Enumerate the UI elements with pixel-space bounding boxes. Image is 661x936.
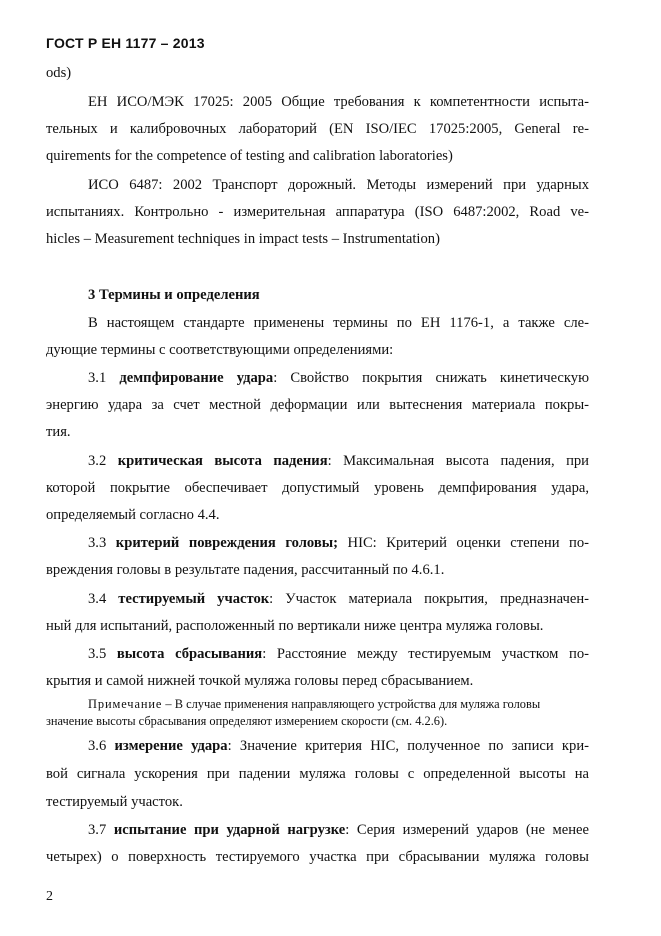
term-definition: : Участок материала покрытия, предназначен-	[269, 591, 589, 607]
term-name: высота сбрасывания	[116, 646, 263, 662]
note-text-line: значение высоты сбрасывания определяют измерением скорости (см. 4.2.6).	[46, 714, 448, 728]
term-name: демпфирование удара	[119, 370, 274, 386]
note	[88, 697, 589, 712]
term-number: 3.1	[88, 370, 120, 386]
paragraph-line: В настоящем стандарте применены термины по ЕН 1176-1, а также сле-	[88, 315, 589, 331]
term-number: 3.5	[88, 646, 117, 662]
term-definition: HIC: Критерий оценки степени по-	[338, 535, 590, 551]
term-definition: : Расстояние между тестируемым участком по-	[262, 646, 590, 662]
reference-line: quirements for the competence of testing and calibration laboratories)	[46, 148, 453, 164]
reference-line: тельных и калибровочных лабораторий (EN ISO/IEC 17025:2005, General re-	[46, 121, 589, 137]
paragraph-line: тия.	[46, 424, 71, 440]
term-name: испытание при ударной нагрузке	[113, 822, 346, 838]
reference-line: hicles – Measurement techniques in impact tests – Instrumentation)	[46, 231, 440, 247]
paragraph-line: энергию удара за счет местной деформации или вытеснения материала покры-	[46, 397, 589, 413]
paragraph-line: тестируемый участок.	[46, 794, 183, 810]
term-number: 3.7	[88, 822, 114, 838]
term-number: 3.6	[88, 738, 115, 754]
term-name: критерий повреждения головы;	[115, 535, 338, 551]
note-label: Примечание	[88, 697, 163, 711]
reference-line: ИСО 6487: 2002 Транспорт дорожный. Методы измерений при ударных	[88, 177, 589, 193]
reference-line: испытаниях. Контрольно - измерительная аппаратура (ISO 6487:2002, Road ve-	[46, 204, 589, 220]
note-text: – В случае применения направляющего устройства для муляжа головы	[162, 697, 541, 711]
term-3-6	[88, 737, 589, 755]
term-number: 3.3	[88, 535, 116, 551]
paragraph-line: которой покрытие обеспечивает допустимый уровень демпфирования удара,	[46, 480, 589, 496]
term-3-1	[88, 369, 589, 387]
section-title: 3 Термины и определения	[88, 287, 260, 303]
term-definition: : Свойство покрытия снижать кинетическую	[273, 370, 589, 386]
paragraph-line: дующие термины с соответствующими определениями:	[46, 342, 394, 358]
reference-continuation: ods)	[46, 65, 72, 81]
reference-line: ЕН ИСО/МЭК 17025: 2005 Общие требования к компетентности испыта-	[88, 94, 589, 110]
term-3-4	[88, 590, 589, 608]
term-name: измерение удара	[114, 738, 228, 754]
term-number: 3.2	[88, 453, 118, 469]
document-header: ГОСТ Р ЕН 1177 – 2013	[46, 35, 205, 51]
term-number: 3.4	[88, 591, 119, 607]
paragraph-line: четырех) о поверхность тестируемого участка при сбрасывании муляжа головы	[46, 849, 589, 865]
term-3-3	[88, 534, 589, 552]
paragraph-line: ный для испытаний, расположенный по вертикали ниже центра муляжа головы.	[46, 618, 544, 634]
paragraph-line: вреждения головы в результате падения, рассчитанный по 4.6.1.	[46, 562, 445, 578]
term-name: критическая высота падения	[117, 453, 328, 469]
paragraph-line: вой сигнала ускорения при падении муляжа головы с определенной высоты на	[46, 766, 589, 782]
term-name: тестируемый участок	[118, 591, 270, 607]
term-3-5	[88, 645, 589, 663]
page-number: 2	[46, 889, 53, 904]
paragraph-line: крытия и самой нижней точкой муляжа головы перед сбрасыванием.	[46, 673, 474, 689]
term-3-7	[88, 821, 589, 839]
term-3-2	[88, 452, 589, 470]
paragraph-line: определяемый согласно 4.4.	[46, 507, 220, 523]
term-definition: : Значение критерия HIC, полученное по записи кри-	[227, 738, 589, 754]
term-definition: : Серия измерений ударов (не менее	[345, 822, 590, 838]
term-definition: : Максимальная высота падения, при	[327, 453, 589, 469]
